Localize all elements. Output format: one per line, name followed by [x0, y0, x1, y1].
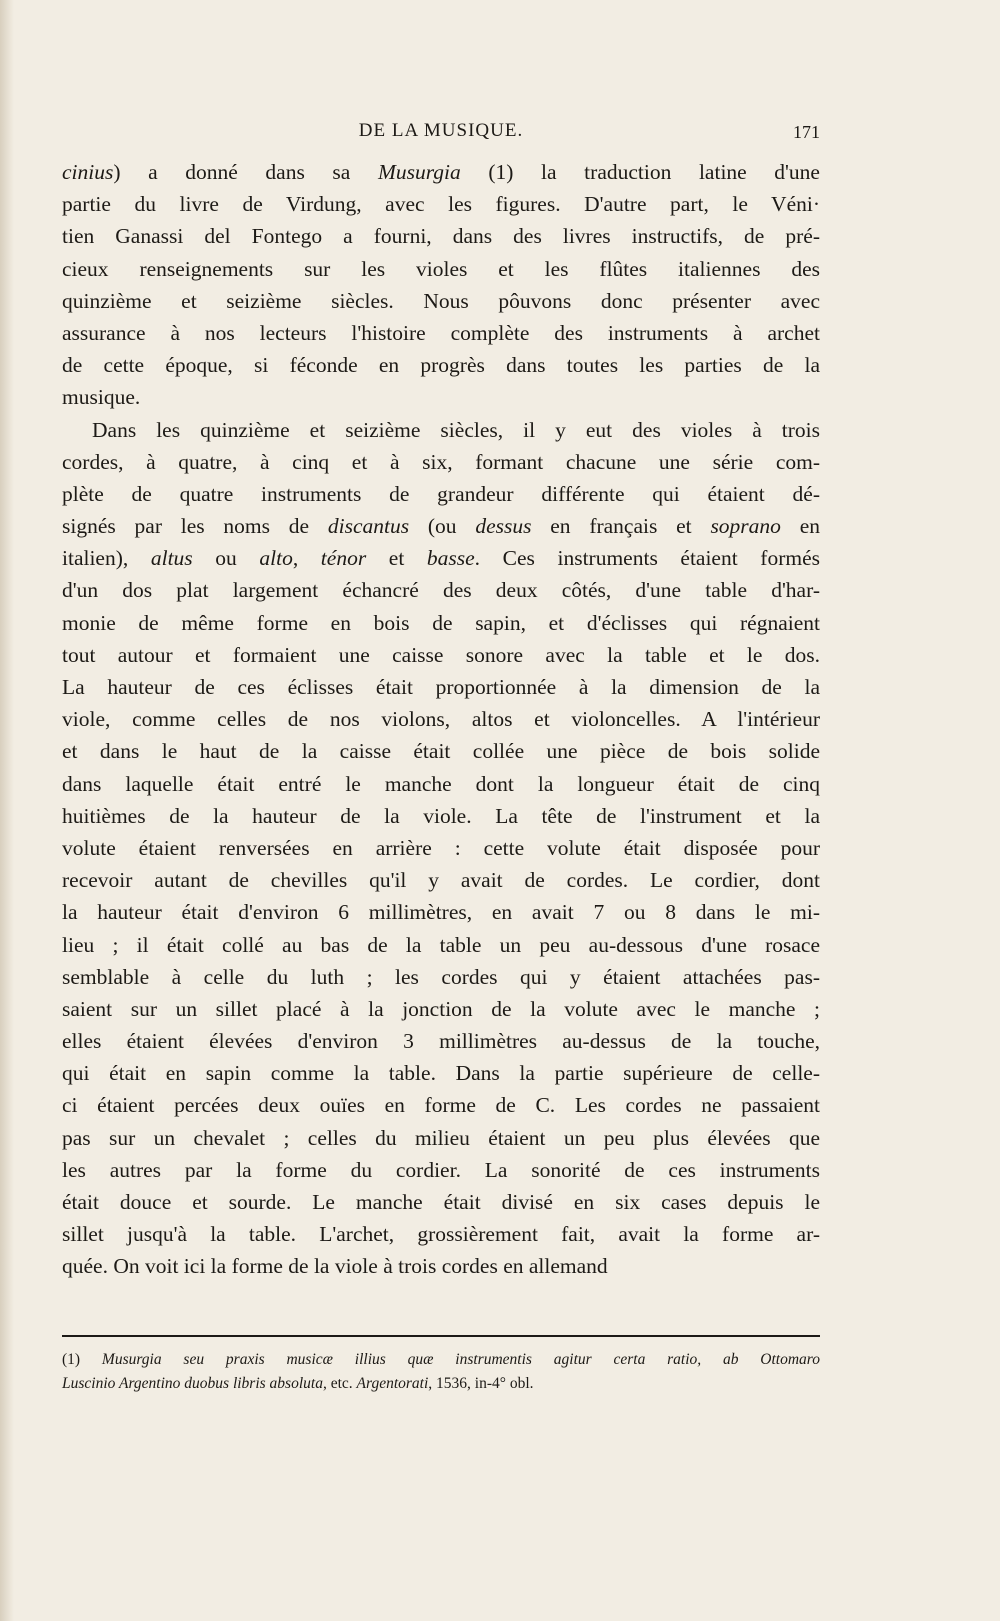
- italic-text: altus: [150, 546, 193, 571]
- text-line: [62, 1186, 820, 1218]
- text-segment: la hauteur était d'environ 6 millimètres, en avait 7 ou 8 dans le mi-: [62, 900, 820, 925]
- text-segment: et: [366, 546, 427, 571]
- text-line: [62, 864, 820, 896]
- text-line: [62, 768, 820, 800]
- text-segment: qui était en sapin comme la table. Dans la partie supérieure de celle-: [62, 1061, 820, 1086]
- text-segment: tien Ganassi del Fontego a fourni, dans des livres instructifs, de pré-: [62, 224, 820, 249]
- text-segment: pas sur un chevalet ; celles du milieu étaient un peu plus élevées que: [62, 1125, 820, 1150]
- text-line: [62, 381, 820, 413]
- text-segment: les autres par la forme du cordier. La sonorité de ces instruments: [62, 1157, 820, 1182]
- text-segment: , etc.: [322, 1375, 357, 1392]
- text-segment: d'un dos plat largement échancré des deux côtés, d'une table d'har-: [62, 578, 820, 603]
- italic-text: Argentorati: [356, 1375, 429, 1392]
- running-head: DE LA MUSIQUE.: [358, 120, 524, 141]
- text-line: [62, 607, 820, 639]
- italic-text: basse: [426, 546, 475, 571]
- footnote: [62, 1348, 820, 1396]
- text-line: [62, 253, 820, 285]
- text-line: [62, 735, 820, 767]
- text-segment: ,: [292, 546, 321, 571]
- text-line: [62, 1154, 820, 1186]
- text-line: [62, 800, 820, 832]
- text-segment: tout autour et formaient une caisse sonore avec la table et le dos.: [62, 642, 820, 667]
- text-line: [62, 574, 820, 606]
- text-line: [62, 671, 820, 703]
- text-line: [62, 349, 820, 381]
- text-segment: semblable à celle du luth ; les cordes qui y étaient attachées pas-: [62, 964, 820, 989]
- text-line: [62, 220, 820, 252]
- text-segment: volute étaient renversées en arrière : cette volute était disposée pour: [62, 835, 820, 860]
- text-line: [62, 1089, 820, 1121]
- text-line: [62, 832, 820, 864]
- text-line: [62, 961, 820, 993]
- text-segment: cordes, à quatre, à cinq et à six, formant chacune une série com-: [62, 449, 820, 474]
- text-line: [62, 542, 820, 574]
- text-segment: cieux renseignements sur les violes et les flûtes italiennes des: [62, 256, 820, 281]
- text-segment: en: [780, 514, 820, 539]
- page-number: 171: [793, 122, 820, 142]
- text-line: [62, 703, 820, 735]
- text-segment: plète de quatre instruments de grandeur différente qui étaient dé-: [62, 481, 820, 506]
- text-line: [62, 510, 820, 542]
- text-line: [62, 1250, 820, 1282]
- text-segment: saient sur un sillet placé à la jonction de la volute avec le manche ;: [62, 996, 820, 1021]
- text-segment: de cette époque, si féconde en progrès dans toutes les parties de la: [62, 353, 820, 378]
- page-header: [62, 120, 820, 150]
- text-segment: quinzième et seizième siècles. Nous pôuvons donc présenter avec: [62, 288, 820, 313]
- footnote-rule: [62, 1335, 820, 1337]
- text-segment: dans laquelle était entré le manche dont la longueur était de cinq: [62, 771, 820, 796]
- italic-text: ténor: [320, 546, 367, 571]
- text-line: [62, 1218, 820, 1250]
- text-line: [62, 446, 820, 478]
- page-edge-shadow: [0, 0, 14, 1621]
- text-segment: recevoir autant de chevilles qu'il y avait de cordes. Le cordier, dont: [62, 868, 820, 893]
- text-segment: ) a donné dans sa: [113, 160, 378, 184]
- text-segment: , 1536, in-4° obl.: [428, 1375, 534, 1392]
- text-segment: en français et: [531, 514, 711, 539]
- text-segment: (ou: [409, 514, 476, 539]
- text-line: [62, 478, 820, 510]
- text-segment: viole, comme celles de nos violons, altos et violoncelles. A l'intérieur: [62, 707, 820, 732]
- text-line: [62, 929, 820, 961]
- italic-text: Musurgia: [377, 160, 461, 184]
- text-segment: italien),: [62, 546, 151, 571]
- text-segment: assurance à nos lecteurs l'histoire complète des instruments à archet: [62, 320, 820, 345]
- footnote-line: [62, 1372, 820, 1396]
- italic-text: Musurgia seu praxis musicæ illius quæ instrumentis agitur certa ratio, ab Ottomaro: [101, 1351, 821, 1368]
- text-line: [62, 414, 820, 446]
- text-segment: (1) la traduction latine d'une: [460, 160, 820, 184]
- text-segment: monie de même forme en bois de sapin, et d'éclisses qui régnaient: [62, 610, 820, 635]
- italic-text: soprano: [710, 514, 781, 539]
- italic-text: cinius: [62, 160, 114, 184]
- text-line: [62, 1057, 820, 1089]
- text-line: [62, 1025, 820, 1057]
- text-segment: ci étaient percées deux ouïes en forme de C. Les cordes ne passaient: [62, 1093, 820, 1118]
- text-segment: (1): [62, 1351, 102, 1368]
- text-segment: huitièmes de la hauteur de la viole. La tête de l'instrument et la: [62, 803, 820, 828]
- text-segment: Dans les quinzième et seizième siècles, il y eut des violes à trois: [92, 417, 820, 442]
- text-segment: lieu ; il était collé au bas de la table un peu au-dessous d'une rosace: [62, 932, 820, 957]
- footnote-line: [62, 1348, 820, 1372]
- text-segment: signés par les noms de: [62, 514, 328, 539]
- text-line: [62, 896, 820, 928]
- text-segment: La hauteur de ces éclisses était proportionnée à la dimension de la: [62, 675, 820, 699]
- text-line: [62, 639, 820, 671]
- text-line: [62, 317, 820, 349]
- text-segment: musique.: [62, 385, 141, 410]
- text-line: [62, 285, 820, 317]
- text-line: [62, 188, 820, 220]
- body-text: [62, 156, 820, 1283]
- text-segment: elles étaient élevées d'environ 3 millimètres au-dessus de la touche,: [62, 1029, 820, 1054]
- text-line: [62, 1122, 820, 1154]
- italic-text: dessus: [475, 514, 532, 539]
- text-segment: partie du livre de Virdung, avec les figures. D'autre part, le Véni·: [62, 192, 820, 217]
- text-segment: quée. On voit ici la forme de la viole à trois cordes en allemand: [62, 1254, 608, 1279]
- text-segment: ou: [192, 546, 260, 571]
- text-line: [62, 156, 820, 188]
- italic-text: alto: [259, 546, 293, 571]
- text-segment: . Ces instruments étaient formés: [474, 546, 820, 571]
- text-line: [62, 993, 820, 1025]
- italic-text: Luscinio Argentino duobus libris absoluta: [62, 1375, 323, 1392]
- text-segment: sillet jusqu'à la table. L'archet, grossièrement fait, avait la forme ar-: [62, 1222, 820, 1247]
- italic-text: discantus: [327, 514, 410, 539]
- text-segment: était douce et sourde. Le manche était divisé en six cases depuis le: [62, 1190, 820, 1214]
- text-segment: et dans le haut de la caisse était collée une pièce de bois solide: [62, 739, 820, 764]
